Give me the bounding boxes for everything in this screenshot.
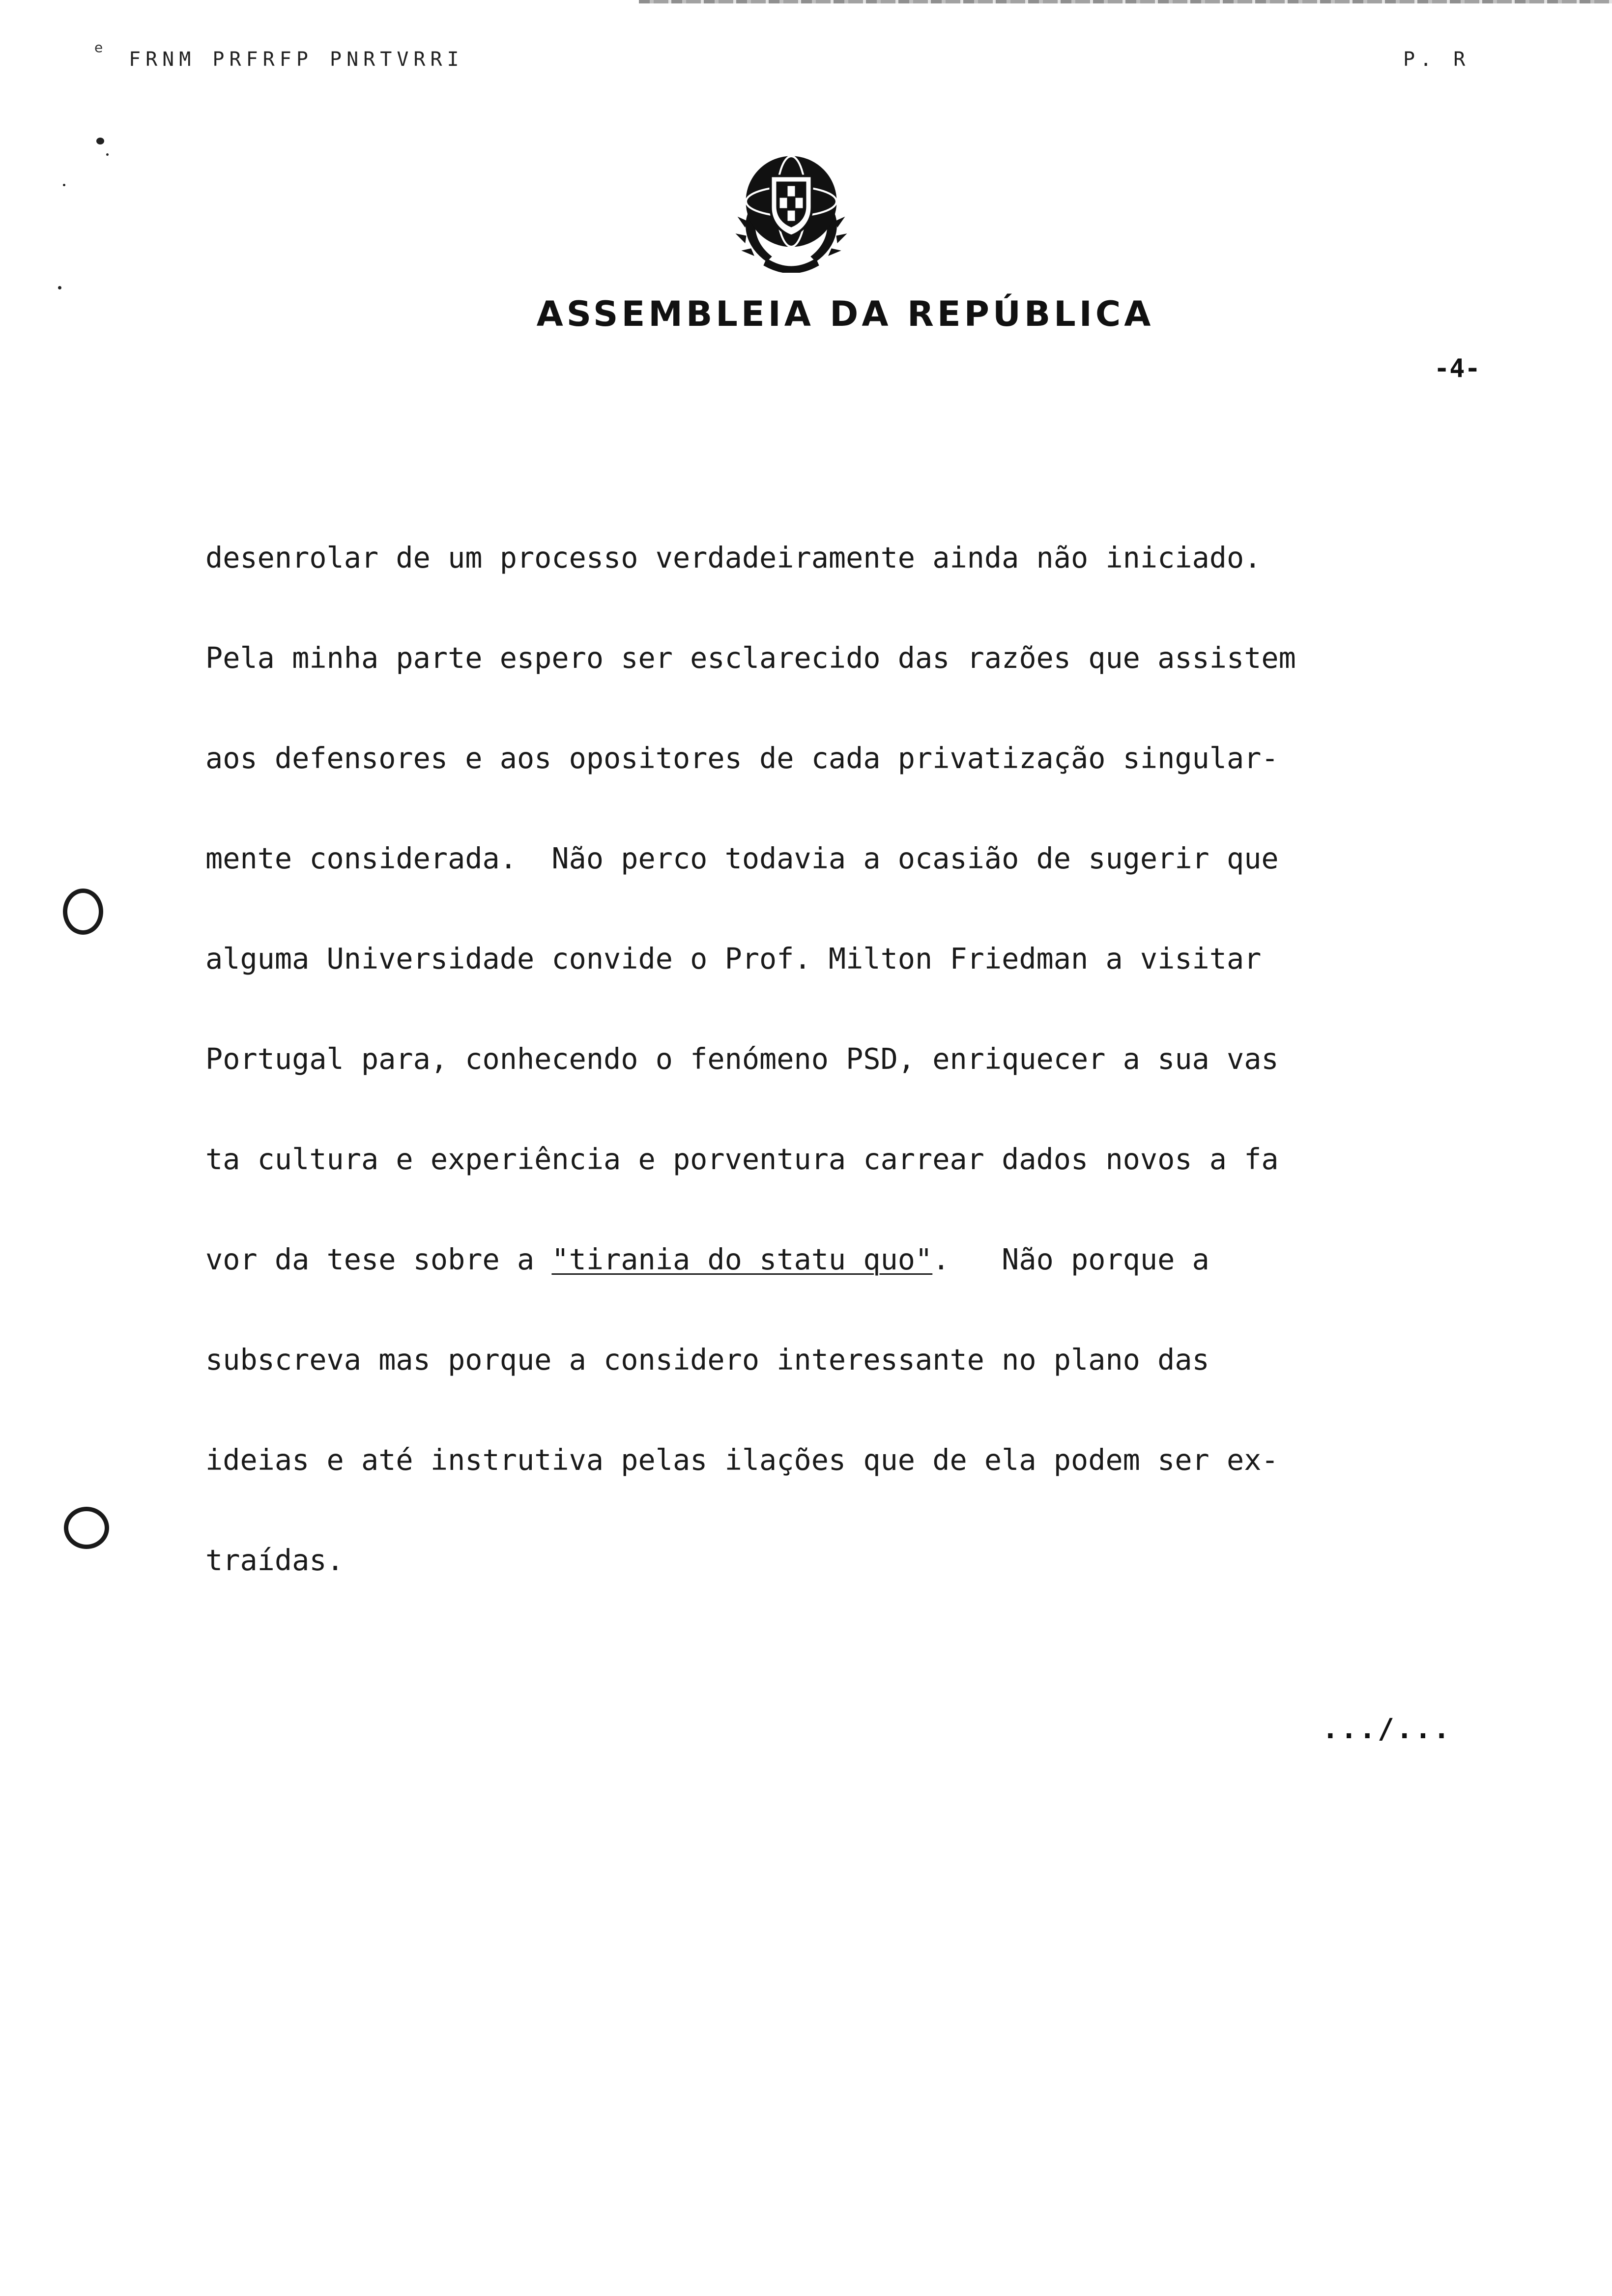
underlined-quote: "tirania do statu quo" bbox=[551, 1243, 933, 1276]
body-line: Portugal para, conhecendo o fenómeno PSD, enriquecer a sua vas bbox=[205, 1042, 1279, 1076]
body-line-text: vor da tese sobre a bbox=[205, 1243, 552, 1276]
body-line: ideias e até instrutiva pelas ilações que de ela podem ser ex- bbox=[205, 1443, 1279, 1477]
scan-speck bbox=[96, 138, 104, 144]
letter-body bbox=[205, 538, 1296, 1641]
body-line: Pela minha parte espero ser esclarecido das razões que assistem bbox=[205, 641, 1296, 675]
continuation-mark: .../... bbox=[1322, 1713, 1452, 1745]
body-line: subscreva mas porque a considero interessante no plano das bbox=[205, 1343, 1209, 1377]
institution-title: ASSEMBLEIA DA REPÚBLICA bbox=[536, 294, 1154, 334]
body-line: aos defensores e aos opositores de cada privatização singular- bbox=[205, 742, 1279, 775]
punch-hole bbox=[63, 889, 103, 935]
body-line: desenrolar de um processo verdadeiramente ainda não iniciado. bbox=[205, 541, 1262, 574]
page-number: -4- bbox=[1434, 354, 1480, 383]
scan-speck bbox=[106, 153, 109, 156]
punch-hole bbox=[64, 1507, 109, 1549]
body-line: ta cultura e experiência e porventura carrear dados novos a fa bbox=[205, 1143, 1279, 1176]
fax-header-mark: e bbox=[94, 39, 103, 56]
scan-speck bbox=[58, 286, 61, 289]
body-line bbox=[205, 1240, 1296, 1340]
fax-header-page: P. R bbox=[1403, 48, 1470, 71]
fax-transmission-edge bbox=[639, 0, 1612, 3]
portuguese-coat-of-arms-icon bbox=[732, 147, 850, 273]
fax-header-sender: FRNM PRFRFP PNRTVRRI bbox=[129, 48, 464, 71]
body-line: alguma Universidade convide o Prof. Milton Friedman a visitar bbox=[205, 942, 1262, 976]
body-line: traídas. bbox=[205, 1544, 344, 1577]
body-line-text: . Não porque a bbox=[932, 1243, 1209, 1276]
body-line: mente considerada. Não perco todavia a ocasião de sugerir que bbox=[205, 842, 1279, 875]
scan-speck bbox=[63, 184, 65, 186]
